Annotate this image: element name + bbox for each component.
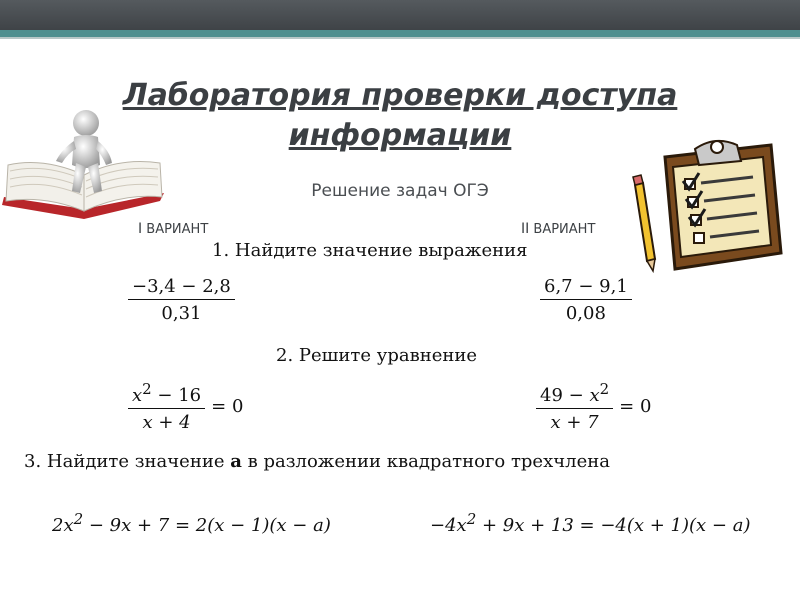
task-3-variant-2-equation: [430, 510, 750, 536]
task-3-label-var: a: [230, 451, 242, 472]
denominator-text: x + 4: [142, 412, 191, 433]
task-2-variant-1-equation: [128, 380, 243, 433]
clipboard-checklist-icon: [625, 135, 785, 275]
variant-1-word: ВАРИАНТ: [146, 222, 209, 237]
eq-post: + 9x + 13 = −4(x + 1)(x − a): [476, 515, 751, 536]
eq-pre: 2x: [52, 515, 74, 536]
eq-pre: −4x: [430, 515, 467, 536]
equation-rhs: = 0: [619, 396, 652, 417]
top-accent-stripe: [0, 30, 800, 37]
denominator-text: x + 7: [550, 412, 599, 433]
exponent: 2: [73, 510, 84, 528]
variant-1-roman: I: [138, 221, 143, 237]
eq-post: − 9x + 7 = 2(x − 1)(x − a): [83, 515, 331, 536]
fraction-numerator: 6,7 − 9,1: [544, 276, 628, 297]
exponent: 2: [142, 380, 152, 398]
task-3-label: [24, 451, 610, 472]
fraction-numerator: −3,4 − 2,8: [132, 276, 231, 297]
exponent: 2: [466, 510, 477, 528]
variable-x: x: [132, 385, 143, 406]
exponent: 2: [599, 380, 610, 398]
top-bar: [0, 0, 800, 30]
task-1-label: 1. Найдите значение выражения: [212, 240, 528, 261]
task-3-label-pre: 3. Найдите значение: [24, 451, 231, 472]
task-1-variant-2-fraction: [540, 276, 632, 324]
task-2-label: 2. Решите уравнение: [276, 345, 477, 366]
top-accent-line: [0, 37, 800, 39]
fraction-denominator: [128, 408, 205, 433]
variant-1-label: [138, 221, 208, 237]
slide-title: Лаборатория проверки доступа информации: [122, 78, 678, 153]
numerator-lead: 49 −: [540, 385, 590, 406]
variable-x: x: [589, 385, 600, 406]
variant-2-label: [521, 221, 595, 237]
fraction-denominator: [536, 408, 613, 433]
task-3-variant-1-equation: [52, 510, 331, 536]
slide-subtitle: Решение задач ОГЭ: [311, 181, 489, 201]
numerator-rest: − 16: [151, 385, 202, 406]
fraction-denominator: 0,31: [128, 299, 235, 324]
variant-2-word: ВАРИАНТ: [533, 222, 596, 237]
variant-2-roman: II: [521, 221, 530, 237]
task-2-variant-2-equation: [536, 380, 651, 433]
fraction-denominator: 0,08: [540, 299, 632, 324]
fraction-numerator: [536, 380, 613, 408]
task-3-label-post: в разложении квадратного трехчлена: [241, 451, 610, 472]
fraction-numerator: [128, 380, 205, 408]
equation-rhs: = 0: [211, 396, 244, 417]
task-1-variant-1-fraction: [128, 276, 235, 324]
